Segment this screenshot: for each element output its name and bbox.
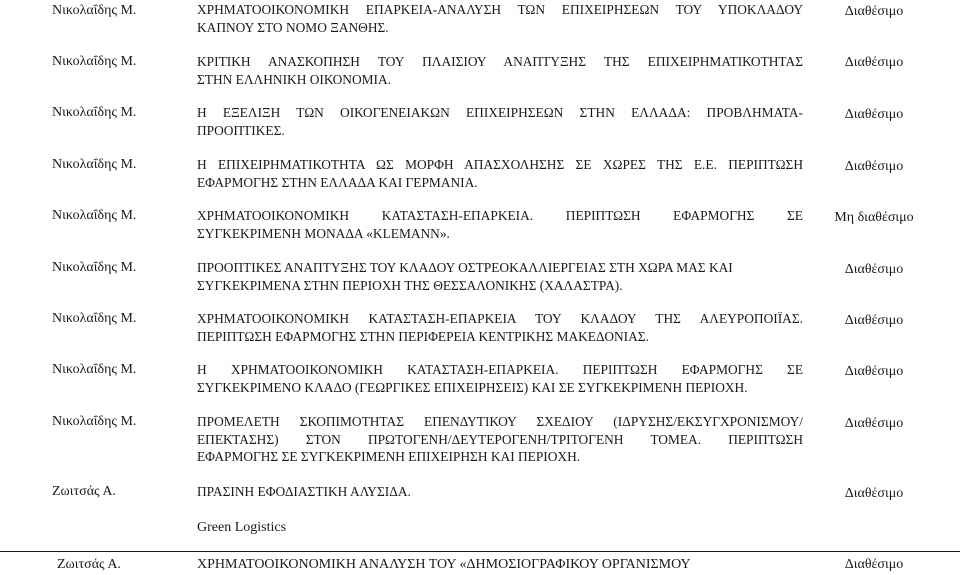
author-name: Νικολαΐδης Μ. xyxy=(52,260,137,275)
title-line: Η ΕΠΙΧΕΙΡΗΜΑΤΙΚΟΤΗΤΑ ΩΣ ΜΟΡΦΗ ΑΠΑΣΧΟΛΗΣΗΣ ΣΕ ΧΩΡΕΣ ΤΗΣ Ε.Ε. ΠΕΡΙΠΤΩΣΗ xyxy=(197,157,803,172)
title-line: ΧΡΗΜΑΤΟΟΙΚΟΝΟΜΙΚΗ ΕΠΑΡΚΕΙΑ-ΑΝΑΛΥΣΗ ΤΩΝ ΕΠΙΧΕΙΡΗΣΕΩΝ ΤΟΥ ΥΠΟΚΛΑΔΟΥ xyxy=(197,2,803,17)
title-line: ΠΡΑΣΙΝΗ ΕΦΟΔΙΑΣΤΙΚΗ ΑΛΥΣΙΔΑ. xyxy=(197,484,411,499)
title-line: ΕΦΑΡΜΟΓΗΣ ΣΤΗΝ ΕΛΛΑΔΑ ΚΑΙ ΓΕΡΜΑΝΙΑ. xyxy=(197,174,478,190)
title-line: ΚΑΠΝΟΥ ΣΤΟ ΝΟΜΟ ΞΑΝΘΗΣ. xyxy=(197,19,389,35)
author-name: Ζωιτσάς Α. xyxy=(57,557,121,572)
title-line: ΠΡΟΟΠΤΙΚΕΣ. xyxy=(197,122,285,138)
title-line: ΧΡΗΜΑΤΟΟΙΚΟΝΟΜΙΚΗ ΚΑΤΑΣΤΑΣΗ-ΕΠΑΡΚΕΙΑ. ΠΕΡΙΠΤΩΣΗ ΕΦΑΡΜΟΓΗΣ ΣΕ xyxy=(197,208,803,223)
author-name: Νικολαΐδης Μ. xyxy=(52,208,137,223)
title-line: Η ΕΞΕΛΙΞΗ ΤΩΝ ΟΙΚΟΓΕΝΕΙΑΚΩΝ ΕΠΙΧΕΙΡΗΣΕΩΝ ΣΤΗΝ ΕΛΛΑΔΑ: ΠΡΟΒΛΗΜΑΤΑ- xyxy=(197,105,803,120)
divider xyxy=(0,551,960,552)
thesis-title xyxy=(197,556,803,574)
availability-status: Μη διαθέσιμο xyxy=(834,210,914,225)
title-line: ΣΤΗΝ ΕΛΛΗΝΙΚΗ ΟΙΚΟΝΟΜΙΑ. xyxy=(197,71,392,87)
title-line: Η ΧΡΗΜΑΤΟΟΙΚΟΝΟΜΙΚΗ ΚΑΤΑΣΤΑΣΗ-ΕΠΑΡΚΕΙΑ. ΠΕΡΙΠΤΩΣΗ ΕΦΑΡΜΟΓΗΣ ΣΕ xyxy=(197,362,803,377)
author-name: Νικολαΐδης Μ. xyxy=(52,3,137,18)
title-line: ΠΡΟΟΠΤΙΚΕΣ ΑΝΑΠΤΥΞΗΣ ΤΟΥ ΚΛΑΔΟΥ ΟΣΤΡΕΟΚΑΛΛΙΕΡΓΕΙΑΣ ΣΤΗ ΧΩΡΑ ΜΑΣ ΚΑΙ xyxy=(197,260,733,275)
title-line: ΠΡΟΜΕΛΕΤΗ ΣΚΟΠΙΜΟΤΗΤΑΣ ΕΠΕΝΔΥΤΙΚΟΥ ΣΧΕΔΙΟΥ (ΙΔΡΥΣΗΣ/ΕΚΣΥΓΧΡΟΝΙΣΜΟΥ/ xyxy=(197,414,803,429)
author-name: Νικολαΐδης Μ. xyxy=(52,311,137,326)
thesis-title xyxy=(197,361,803,396)
title-line: ΧΡΗΜΑΤΟΟΙΚΟΝΟΜΙΚΗ ΚΑΤΑΣΤΑΣΗ-ΕΠΑΡΚΕΙΑ ΤΟΥ ΚΛΑΔΟΥ ΤΗΣ ΑΛΕΥΡΟΠΟΙΪΑΣ. xyxy=(197,311,803,326)
availability-status: Διαθέσιμο xyxy=(844,4,904,19)
thesis-title xyxy=(197,53,803,88)
availability-status: Διαθέσιμο xyxy=(844,364,904,379)
title-line: ΕΦΑΡΜΟΓΗΣ ΣΕ ΣΥΓΚΕΚΡΙΜΕΝΗ ΕΠΙΧΕΙΡΗΣΗ ΚΑΙ ΠΕΡΙΟΧΗ. xyxy=(197,449,581,464)
title-line: ΣΥΓΚΕΚΡΙΜΕΝΟ ΚΛΑΔΟ (ΓΕΩΡΓΙΚΕΣ ΕΠΙΧΕΙΡΗΣΕΙΣ) ΚΑΙ ΣΕ ΣΥΓΚΕΚΡΙΜΕΝΗ ΠΕΡΙΟΧΗ. xyxy=(197,379,748,395)
availability-status: Διαθέσιμο xyxy=(844,107,904,122)
thesis-title xyxy=(197,413,803,466)
title-line: ΣΥΓΚΕΚΡΙΜΕΝΑ ΣΤΗΝ ΠΕΡΙΟΧΗ ΤΗΣ ΘΕΣΣΑΛΟΝΙΚΗΣ (ΧΑΛΑΣΤΡΑ). xyxy=(197,277,623,293)
author-name: Νικολαΐδης Μ. xyxy=(52,54,137,69)
availability-status: Διαθέσιμο xyxy=(844,262,904,277)
availability-status: Διαθέσιμο xyxy=(844,159,904,174)
availability-status: Διαθέσιμο xyxy=(844,486,904,501)
thesis-subtitle: Green Logistics xyxy=(197,520,287,535)
thesis-title xyxy=(197,310,803,345)
thesis-title xyxy=(197,1,803,36)
availability-status: Διαθέσιμο xyxy=(844,557,904,572)
title-line: ΕΠΕΚΤΑΣΗΣ) ΣΤΟΝ ΠΡΩΤΟΓΕΝΗ/ΔΕΥΤΕΡΟΓΕΝΗ/ΤΡΙΤΟΓΕΝΗ ΤΟΜΕΑ. ΠΕΡΙΠΤΩΣΗ xyxy=(197,431,803,447)
author-name: Ζωιτσάς Α. xyxy=(52,484,116,499)
availability-status: Διαθέσιμο xyxy=(844,416,904,431)
thesis-title xyxy=(197,259,803,294)
title-line: ΠΕΡΙΠΤΩΣΗ ΕΦΑΡΜΟΓΗΣ ΣΤΗΝ ΠΕΡΙΦΕΡΕΙΑ ΚΕΝΤΡΙΚΗΣ ΜΑΚΕΔΟΝΙΑΣ. xyxy=(197,328,649,344)
thesis-title xyxy=(197,156,803,191)
title-line: ΧΡΗΜΑΤΟΟΙΚΟΝΟΜΙΚΗ ΑΝΑΛΥΣΗ ΤΟΥ «ΔΗΜΟΣΙΟΓΡΑΦΙΚΟΥ ΟΡΓΑΝΙΣΜΟΥ xyxy=(197,557,691,572)
thesis-title xyxy=(197,104,803,139)
title-line: ΚΡΙΤΙΚΗ ΑΝΑΣΚΟΠΗΣΗ ΤΟΥ ΠΛΑΙΣΙΟΥ ΑΝΑΠΤΥΞΗΣ ΤΗΣ ΕΠΙΧΕΙΡΗΜΑΤΙΚΟΤΗΤΑΣ xyxy=(197,54,803,69)
thesis-title xyxy=(197,207,803,242)
availability-status: Διαθέσιμο xyxy=(844,313,904,328)
thesis-title xyxy=(197,483,803,501)
author-name: Νικολαΐδης Μ. xyxy=(52,105,137,120)
author-name: Νικολαΐδης Μ. xyxy=(52,157,137,172)
availability-status: Διαθέσιμο xyxy=(844,55,904,70)
title-line: ΣΥΓΚΕΚΡΙΜΕΝΗ ΜΟΝΑΔΑ «KLEMANN». xyxy=(197,225,450,241)
author-name: Νικολαΐδης Μ. xyxy=(52,362,137,377)
author-name: Νικολαΐδης Μ. xyxy=(52,414,137,429)
